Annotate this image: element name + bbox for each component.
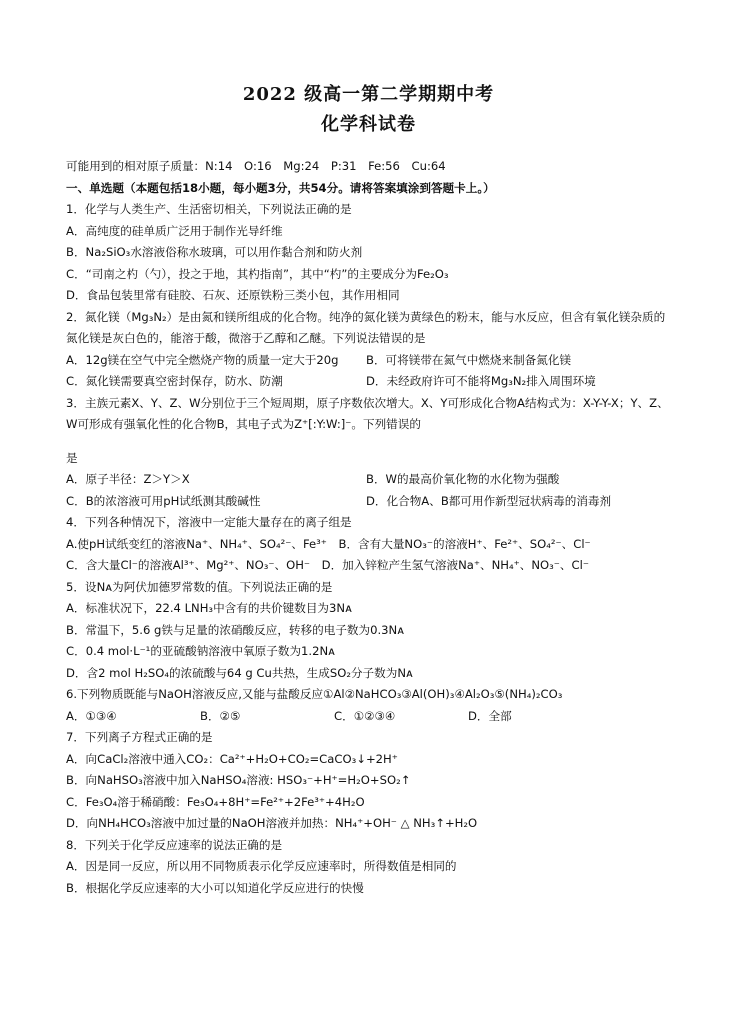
exam-subtitle: 化学科试卷 bbox=[321, 114, 416, 135]
option-3b: B．W的最高价氧化物的水化物为强酸 bbox=[366, 472, 560, 486]
options-2ab bbox=[66, 350, 676, 372]
option-1d: D．食品包装里常有硅胶、石灰、还原铁粉三类小包，其作用相同 bbox=[66, 288, 400, 302]
option-1b: B．Na₂SiO₃水溶液俗称水玻璃，可以用作黏合剂和防火剂 bbox=[66, 245, 363, 259]
option-8b: B．根据化学反应速率的大小可以知道化学反应进行的快慢 bbox=[66, 880, 364, 895]
option-1c: C．“司南之杓（勺），投之于地，其杓指南”，其中“杓”的主要成分为Fe₂O₃ bbox=[66, 266, 449, 281]
option-8a: A．因是同一反应，所以用不同物质表示化学反应速率时，所得数值是相同的 bbox=[66, 859, 457, 873]
question-3-end: 是 bbox=[66, 450, 78, 465]
question-5: 5．设Nᴀ为阿伏加德罗常数的值。下列说法正确的是 bbox=[66, 579, 333, 594]
options-4ab: A.使pH试纸变红的溶液Na⁺、NH₄⁺、SO₄²⁻、Fe³⁺ B．含有大量NO₃⁻的溶液H⁺、Fe²⁺、SO₄²⁻、Cl⁻ bbox=[66, 536, 591, 551]
options-2cd bbox=[66, 371, 676, 393]
option-5c: C．0.4 mol·L⁻¹的亚硫酸钠溶液中氧原子数为1.2Nᴀ bbox=[66, 644, 336, 658]
atomic-masses: 可能用到的相对原子质量：N:14 O:16 Mg:24 P:31 Fe:56 Cu:64 bbox=[66, 159, 446, 173]
options-3ab bbox=[66, 469, 676, 491]
option-2a: A．12g镁在空气中完全燃烧产物的质量一定大于20g bbox=[66, 352, 339, 367]
option-7b: B．向NaHSO₃溶液中加入NaHSO₄溶液: HSO₃⁻+H⁺=H₂O+SO₂↑ bbox=[66, 773, 411, 787]
options-3cd bbox=[66, 491, 676, 513]
option-2d: D．未经政府许可不能将Mg₃N₂排入周围环境 bbox=[366, 374, 596, 388]
exam-body bbox=[66, 156, 676, 899]
question-8: 8．下列关于化学反应速率的说法正确的是 bbox=[66, 837, 283, 852]
options-6 bbox=[66, 706, 676, 728]
question-7: 7．下列离子方程式正确的是 bbox=[66, 730, 213, 744]
option-5b: B．常温下，5.6 g铁与足量的浓硝酸反应，转移的电子数为0.3Nᴀ bbox=[66, 622, 405, 637]
option-7c: C．Fe₃O₄溶于稀硝酸：Fe₃O₄+8H⁺=Fe²⁺+2Fe³⁺+4H₂O bbox=[66, 794, 365, 809]
question-4: 4．下列各种情况下，溶液中一定能大量存在的离子组是 bbox=[66, 515, 352, 529]
option-2c: C．氮化镁需要真空密封保存，防水、防潮 bbox=[66, 374, 283, 388]
option-3a: A．原子半径：Z＞Y＞X bbox=[66, 472, 190, 486]
option-3d: D．化合物A、B都可用作新型冠状病毒的消毒剂 bbox=[366, 493, 612, 508]
option-2b: B．可将镁带在氮气中燃烧来制备氮化镁 bbox=[366, 352, 572, 367]
option-1a: A．高纯度的硅单质广泛用于制作光导纤维 bbox=[66, 223, 283, 238]
option-6a: A．①③④ bbox=[66, 708, 117, 723]
option-3c: C．B的浓溶液可用pH试纸测其酸碱性 bbox=[66, 493, 261, 508]
option-5d: D．含2 mol H₂SO₄的浓硫酸与64 g Cu共热，生成SO₂分子数为Nᴀ bbox=[66, 665, 413, 680]
question-6: 6.下列物质既能与NaOH溶液反应,又能与盐酸反应①Al②NaHCO₃③Al(OH)₃④Al₂O₃⑤(NH₄)₂CO₃ bbox=[66, 687, 563, 701]
option-7a: A．向CaCl₂溶液中通入CO₂：Ca²⁺+H₂O+CO₂=CaCO₃↓+2H⁺ bbox=[66, 751, 398, 766]
question-3: 3．主族元素X、Y、Z、W分别位于三个短周期，原子序数依次增大。X、Y可形成化合物A结构式为：X-Y-Y-X；Y、Z、W可形成有强氧化性的化合物B，其电子式为Z⁺[:Y:W:]⁻。下列错误的 bbox=[66, 395, 669, 431]
spacer bbox=[66, 436, 676, 448]
options-4cd: C．含大量Cl⁻的溶液Al³⁺、Mg²⁺、NO₃⁻、OH⁻ D．加入锌粒产生氢气溶液Na⁺、NH₄⁺、NO₃⁻、Cl⁻ bbox=[66, 558, 589, 572]
option-6b: B．②⑤ bbox=[200, 708, 241, 723]
section-heading: 一、单选题（本题包括18小题，每小题3分，共54分。请将答案填涂到答题卡上。） bbox=[66, 180, 495, 195]
option-5a: A．标准状况下，22.4 LNH₃中含有的共价键数目为3Nᴀ bbox=[66, 601, 352, 615]
option-7d: D．向NH₄HCO₃溶液中加过量的NaOH溶液并加热：NH₄⁺+OH⁻ △ NH₃↑+H₂O bbox=[66, 816, 478, 830]
option-6c: C．①②③④ bbox=[334, 708, 396, 723]
option-6d: D．全部 bbox=[468, 708, 512, 723]
question-2: 2．氮化镁（Mg₃N₂）是由氮和镁所组成的化合物。纯净的氮化镁为黄绿色的粉末，能与水反应，但含有氧化镁杂质的氮化镁是灰白色的，能溶于酸，微溶于乙醇和乙醚。下列说法错误的是 bbox=[66, 309, 666, 345]
exam-title: 2022 级高一第二学期期中考 bbox=[242, 84, 495, 105]
question-1: 1．化学与人类生产、生活密切相关，下列说法正确的是 bbox=[66, 202, 352, 216]
